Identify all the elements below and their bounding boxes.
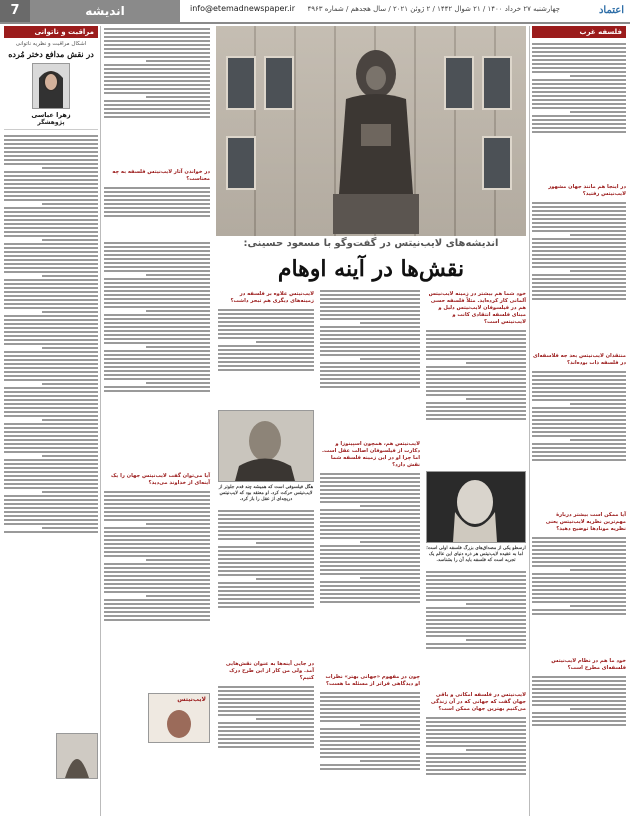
body-text [426,328,526,468]
article-headline: نقش‌ها در آینه اوهام [277,256,465,282]
author-name: زهرا عباسی [31,111,71,119]
column-tag: فلسفه غرب [532,26,626,38]
right-column [532,26,626,816]
question: در خواندن آثار لایب‌نیتس فلسفه به چه معناست؟ [112,169,210,182]
article-kicker: اندیشه‌های لایب‌نیتس در گفت‌وگو با مسعود حسینی: [243,238,499,249]
question: لایب‌نیتس در فلسفه امکانی و باقی جهان گفت که جهانی که در آن زندگی می‌کنیم بهترین جهان ممکن است؟ [430,691,526,712]
body-text [104,240,210,470]
section-title: اندیشه [30,0,180,22]
body-text [532,41,626,181]
column-divider [529,26,530,816]
book-cover [148,693,210,743]
left-inner-top [104,26,210,236]
body-text [532,674,626,754]
body-text [218,684,314,784]
body-text [532,369,626,509]
article-column-c [218,288,314,808]
hegel-portrait [218,410,314,482]
hegel-portrait-icon [218,411,313,481]
body-text [218,508,314,658]
author-title: پژوهشگر [37,119,65,126]
body-text [532,535,626,655]
body-text [426,569,526,689]
body-text [532,200,626,350]
question: در اینجا هم مانند جهان مشهور لایب‌نیتس رفتید؟ [548,184,626,197]
question: خود ما هم در نظام لایب‌نیتس فلسفه‌ای مطرح است؟ [551,658,626,671]
question: منتقدان لایب‌نیتس بعد جه فلاسفه‌ای در فلسفه ذات بوده‌اند؟ [532,353,626,366]
book-title: لایب‌نیتس [177,696,206,703]
question: آیا ممکن است بیشتر دربارهٔ مهم‌ترین نظریه لایب‌نیتس یعنی نظریه مونادها توضیح دهید؟ [545,512,626,532]
leibniz-statue-icon [331,44,421,234]
dateline: چهارشنبه ۲۷ خرداد ۱۴۰۰ / ۲۱ شوال ۱۴۴۲ / ۲ ژوئن ۲۰۲۱ / سال هجدهم / شماره ۴۹۶۳ [307,5,560,13]
question: خود شما هم بیشتر در زمینه لایب‌نیتس آلمانی کار کرده‌اید. مثلاً فلسفه حسی هم در فیلسوفان لایب‌نیتس دلیل و مبنای فلسفه انتقادی کانت و لایب‌نیتس است؟ [428,291,526,325]
article-subhead: اشکال مراقبت و نظریه ناتوانی [15,41,87,47]
question: در جایی آینه‌ها به عنوان نقش‌هایی آمد. ولی من کار از این طرح درک کنیم؟ [225,660,314,681]
body-text [104,26,210,166]
question: لایب‌نیتس هم، همچون اسپینوزا و دکارت از فیلسوفان اصالت عقل است. اما چرا او در این زمینه فلسفه شما نقش دارد؟ [322,441,420,468]
website-email[interactable]: info@etemadnewspaper.ir [190,4,296,13]
article-column-d [104,240,210,806]
article-column-b [320,288,420,808]
article-column-a [426,288,526,808]
author-card [4,63,98,130]
body-text [320,288,420,438]
article-headline: در نقش مدافع دختر مُرده [8,49,94,59]
statue-photo [216,26,526,236]
author-photo [32,63,70,109]
question: چون در مفهوم «جهانی بهتر» نظرات او دیدگاهی فراتر از مسئله ما هست؟ [325,674,420,687]
body-text [218,307,314,407]
body-text [320,690,420,810]
main-article [104,26,526,816]
column-tag: مراقبت و ناتوانی [4,26,98,38]
sculpture-photo [56,733,98,779]
body-text [4,133,98,733]
author-avatar-icon [33,64,69,108]
column-divider [100,26,101,816]
body-text [104,489,210,689]
hegel-caption: هگل فیلسوفی است که همیشه چند قدم جلوتر از لایب‌نیتس حرکت کرد. او معتقد بود که لایب‌نیتس دریچه‌ای از عقل را باز کرد. [218,485,314,503]
body-text [426,715,526,805]
body-text [320,471,420,671]
masthead-rule [0,22,630,24]
page-number: 7 [0,0,30,22]
aristotle-caption: ارسطو یکی از مصداق‌های بزرگ فلسفه اولی است؛ اما به عقیده لایب‌نیتس هر ذره دنیای این عالم یک تجربه است که فلسفه باید آن را بشناسد. [426,546,526,564]
body-text [104,185,210,235]
aristotle-bust-icon [426,472,525,542]
sculpture-icon [57,734,97,778]
aristotle-portrait [426,471,526,543]
newspaper-logo: اعتماد [598,5,624,16]
question: آیا می‌توان گفت لایب‌نیتس جهان را یک آینه‌ای از خداوند می‌دید؟ [111,473,210,486]
question: لایب‌نیتس علاوه بر فلسفه در زمینه‌های دیگری هم تبحر داشت؟ [230,291,314,304]
left-column [4,26,98,816]
masthead [0,0,630,22]
